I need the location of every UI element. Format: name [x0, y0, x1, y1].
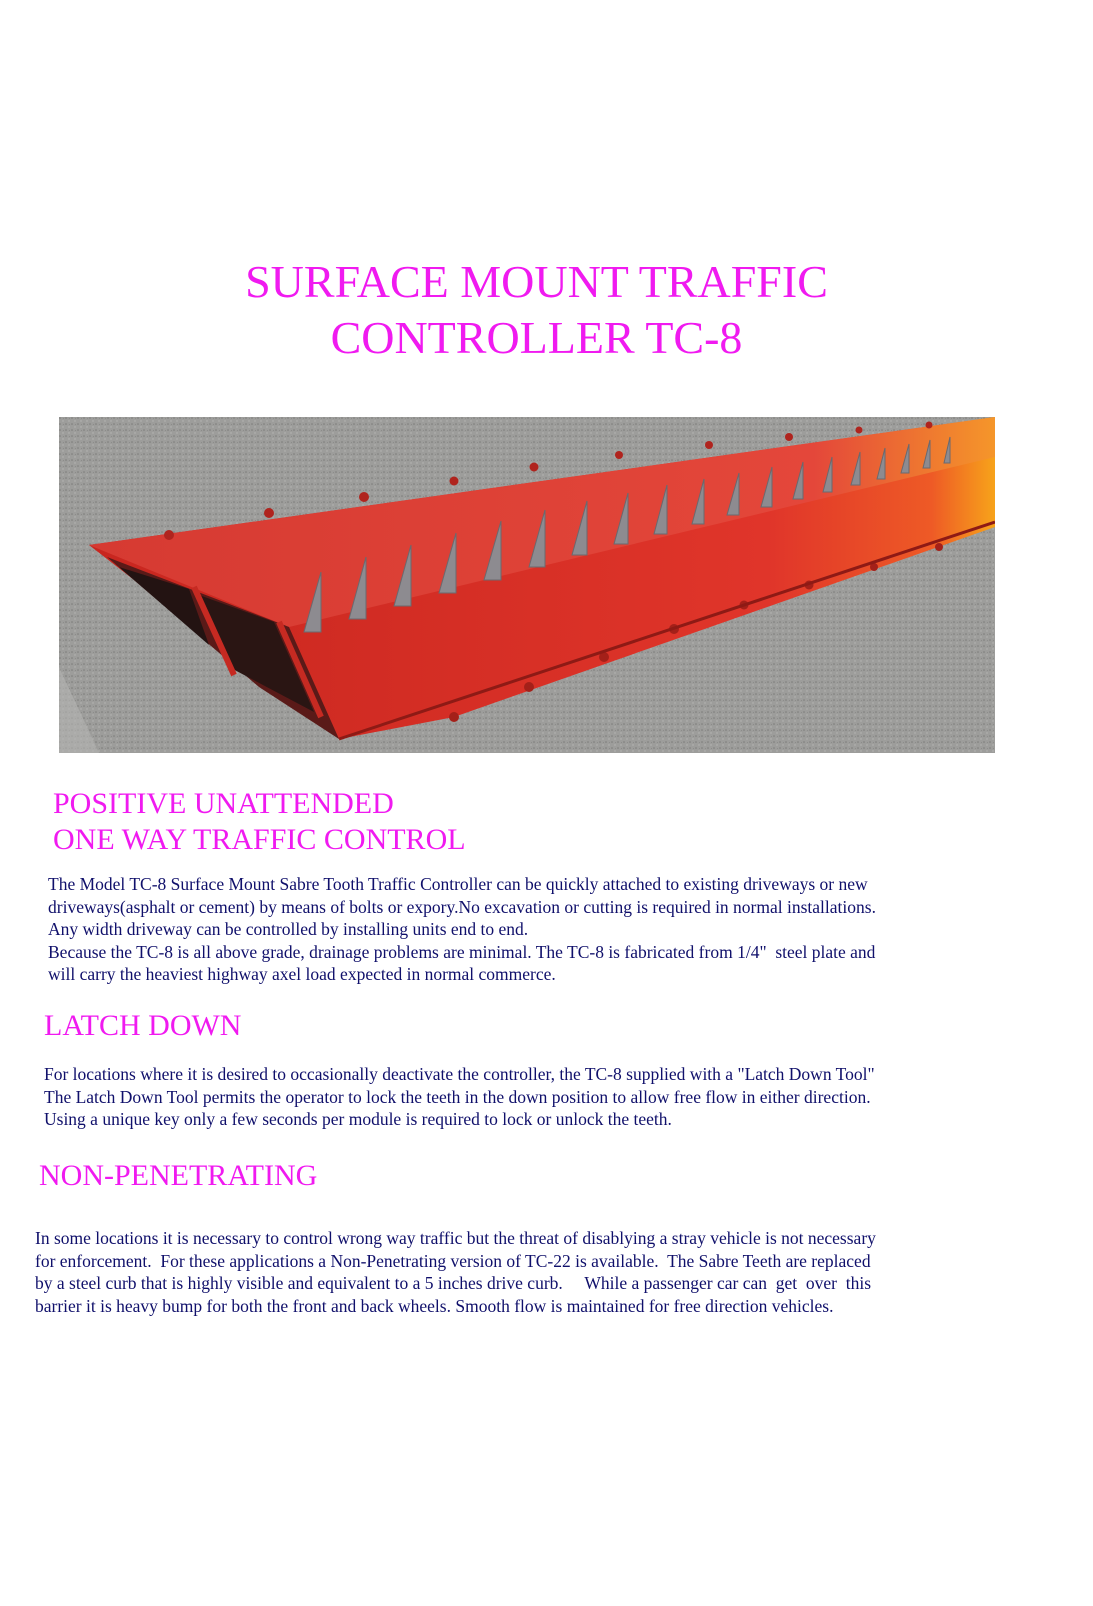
section-body-non-penetrating: In some locations it is necessary to control wrong way traffic but the threat of disablying a stray vehicle is not necessary for enforcement. For these applications a Non-Penetrating version of TC-22 is available. The Sabre Teeth are replaced by a steel curb that is highly visible and equivalent to a 5 inches drive curb. While a passenger car can get over this barrier it is heavy bump for both the front and back wheels. Smooth flow is maintained for free direction vehicles. [35, 1228, 876, 1316]
product-photo [59, 417, 995, 753]
section-body-positive-unattended: The Model TC-8 Surface Mount Sabre Tooth Traffic Controller can be quickly attached to existing driveways or new driveways(asphalt or cement) by means of bolts or expory.No excavation or cutting is required in normal installations. Any width driveway can be controlled by installing units end to end. Because the TC-8 is all above grade, drainage problems are minimal. The TC-8 is fabricated from 1/4" steel plate and will carry the heaviest highway axel load expected in normal commerce. [48, 874, 876, 984]
traffic-controller-illustration [59, 417, 995, 753]
page-title-line-2: CONTROLLER TC-8 [330, 312, 743, 363]
section-heading-latch-down: LATCH DOWN [44, 1009, 242, 1042]
section-body-latch-down: For locations where it is desired to occasionally deactivate the controller, the TC-8 supplied with a "Latch Down Tool" The Latch Down Tool permits the operator to lock the teeth in the down position to allow free flow in either direction. Using a unique key only a few seconds per module is required to lock or unlock the teeth. [44, 1064, 875, 1129]
section-heading-non-penetrating: NON-PENETRATING [39, 1159, 318, 1192]
page-title-line-1: SURFACE MOUNT TRAFFIC [245, 256, 828, 307]
section-heading-positive-unattended: POSITIVE UNATTENDED ONE WAY TRAFFIC CONTROL [53, 787, 466, 856]
